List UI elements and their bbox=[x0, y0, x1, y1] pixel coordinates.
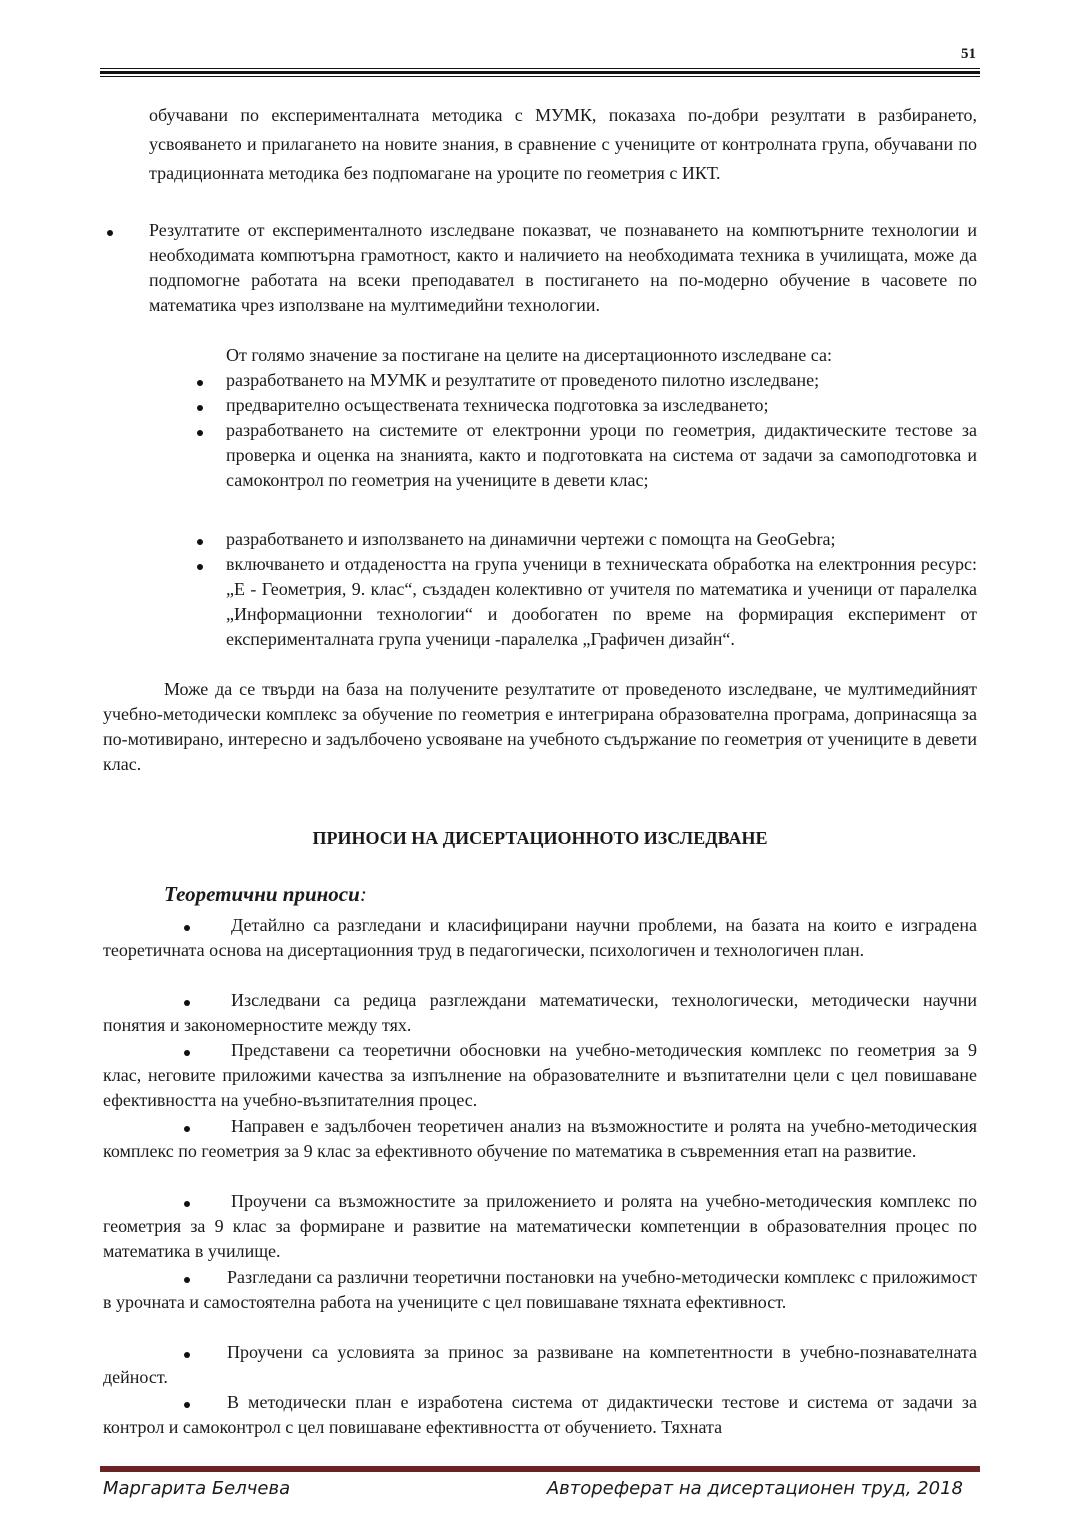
page-number: 51 bbox=[961, 46, 976, 62]
contribution-item: Проучени са условията за принос за развиване на компетентности в учебно-познавателната дейност. bbox=[103, 1342, 977, 1387]
subsection-colon: : bbox=[359, 882, 367, 906]
contribution-item: Детайлно са разгледани и класифицирани научни проблеми, на базата на които е изградена теоретичната основа на дисертационния труд в педагогически, психологичен и технологичен план. bbox=[103, 915, 977, 960]
footer-author: Маргарита Белчева bbox=[103, 1478, 291, 1499]
factor-item: разработването на системите от електронни уроци по геометрия, дидактическите тестове за проверка и оценка на знанията, както и подготовката на система от задачи за самоподготовка и самоконтрол по геометрия на учениците в девети клас; bbox=[226, 420, 977, 490]
section-title: ПРИНОСИ НА ДИСЕРТАЦИОННОТО ИЗСЛЕДВАНЕ bbox=[312, 828, 768, 848]
bullet-dot bbox=[197, 539, 203, 545]
footer-rule bbox=[100, 1466, 980, 1472]
bullet-dot bbox=[107, 230, 113, 236]
bullet-dot bbox=[197, 405, 203, 411]
header-rule bbox=[100, 68, 980, 78]
contribution-item: Представени са теоретични обосновки на учебно-методическия комплекс по геометрия за 9 клас, неговите приложими качества за изпълнение на образователните и възпитателни цели с цел повишаване ефективността на учебно-възпитателния процес. bbox=[103, 1040, 977, 1110]
bullet-dot bbox=[197, 564, 203, 570]
factor-item: разработването и използването на динамични чертежи с помощта на GeoGebra; bbox=[226, 529, 836, 549]
conclusion-paragraph: Може да се твърди на база на получените резултатите от проведеното изследване, че мултимедийният учебно-методически комплекс за обучение по геометрия е интегрирана образователна програма, допринасяща за по-мотивирано, интересно и задълбочено усвояване на учебното съдържание по геометрия от учениците в девети клас. bbox=[103, 679, 977, 774]
factor-item: разработването на МУМК и резултатите от проведеното пилотно изследване; bbox=[226, 370, 820, 390]
contribution-item: В методически план е изработена система от дидактически тестове и система от задачи за контрол и самоконтрол с цел повишаване ефективността от обучението. Тяхната bbox=[103, 1392, 977, 1437]
factor-item: включването и отдадеността на група ученици в техническата обработка на електронния ресурс: „Е - Геометрия, 9. клас“, създаден колективно от учителя по математика и ученици от паралелка „Информационни технологии“ и дообогатен по време на формирация експеримент от експерименталната група ученици -паралелка „Графичен дизайн“. bbox=[226, 554, 977, 649]
contribution-item: Изследвани са редица разглеждани математически, технологически, методически научни понятия и закономерностите между тях. bbox=[103, 990, 977, 1035]
footer-work-title: Автореферат на дисертационен труд, 2018 bbox=[546, 1478, 963, 1499]
subsection-title-text: Теоретични приноси bbox=[164, 882, 360, 906]
factor-item: предварително осъществената техническа подготовка за изследването; bbox=[226, 395, 769, 415]
intro-paragraph: обучавани по експерименталната методика с МУМК, показаха по-добри резултати в разбирането, усвояването и прилагането на новите знания, в сравнение с учениците от контролната група, обучавани по традиционната методика без подпомагане на уроците по геометрия с ИКТ. bbox=[149, 105, 977, 183]
subsection-title bbox=[164, 882, 367, 907]
factors-lead: От голямо значение за постигане на целите на дисертационното изследване са: bbox=[226, 345, 832, 365]
contribution-item: Проучени са възможностите за приложението и ролята на учебно-методическия комплекс по геометрия за 9 клас за формиране и развитие на математически компетенции в образователния процес по математика в училище. bbox=[103, 1191, 977, 1261]
contribution-item: Направен е задълбочен теоретичен анализ на възможностите и ролята на учебно-методическия комплекс по геометрия за 9 клас за ефективното обучение по математика в съвременния етап на развитие. bbox=[103, 1116, 977, 1161]
bullet-dot bbox=[197, 430, 203, 436]
contribution-item: Разгледани са различни теоретични постановки на учебно-методически комплекс с приложимост в урочната и самостоятелна работа на учениците с цел повишаване тяхната ефективност. bbox=[103, 1267, 977, 1312]
bullet-dot bbox=[197, 380, 203, 386]
bullet-main: Резултатите от експерименталното изследване показват, че познаването на компютърните технологии и необходимата компютърна грамотност, както и наличието на необходимата техника в училищата, може да подпомогне работата на всеки преподавател в постигането на по-модерно обучение в часовете по математика чрез използване на мултимедийни технологии. bbox=[149, 220, 977, 315]
